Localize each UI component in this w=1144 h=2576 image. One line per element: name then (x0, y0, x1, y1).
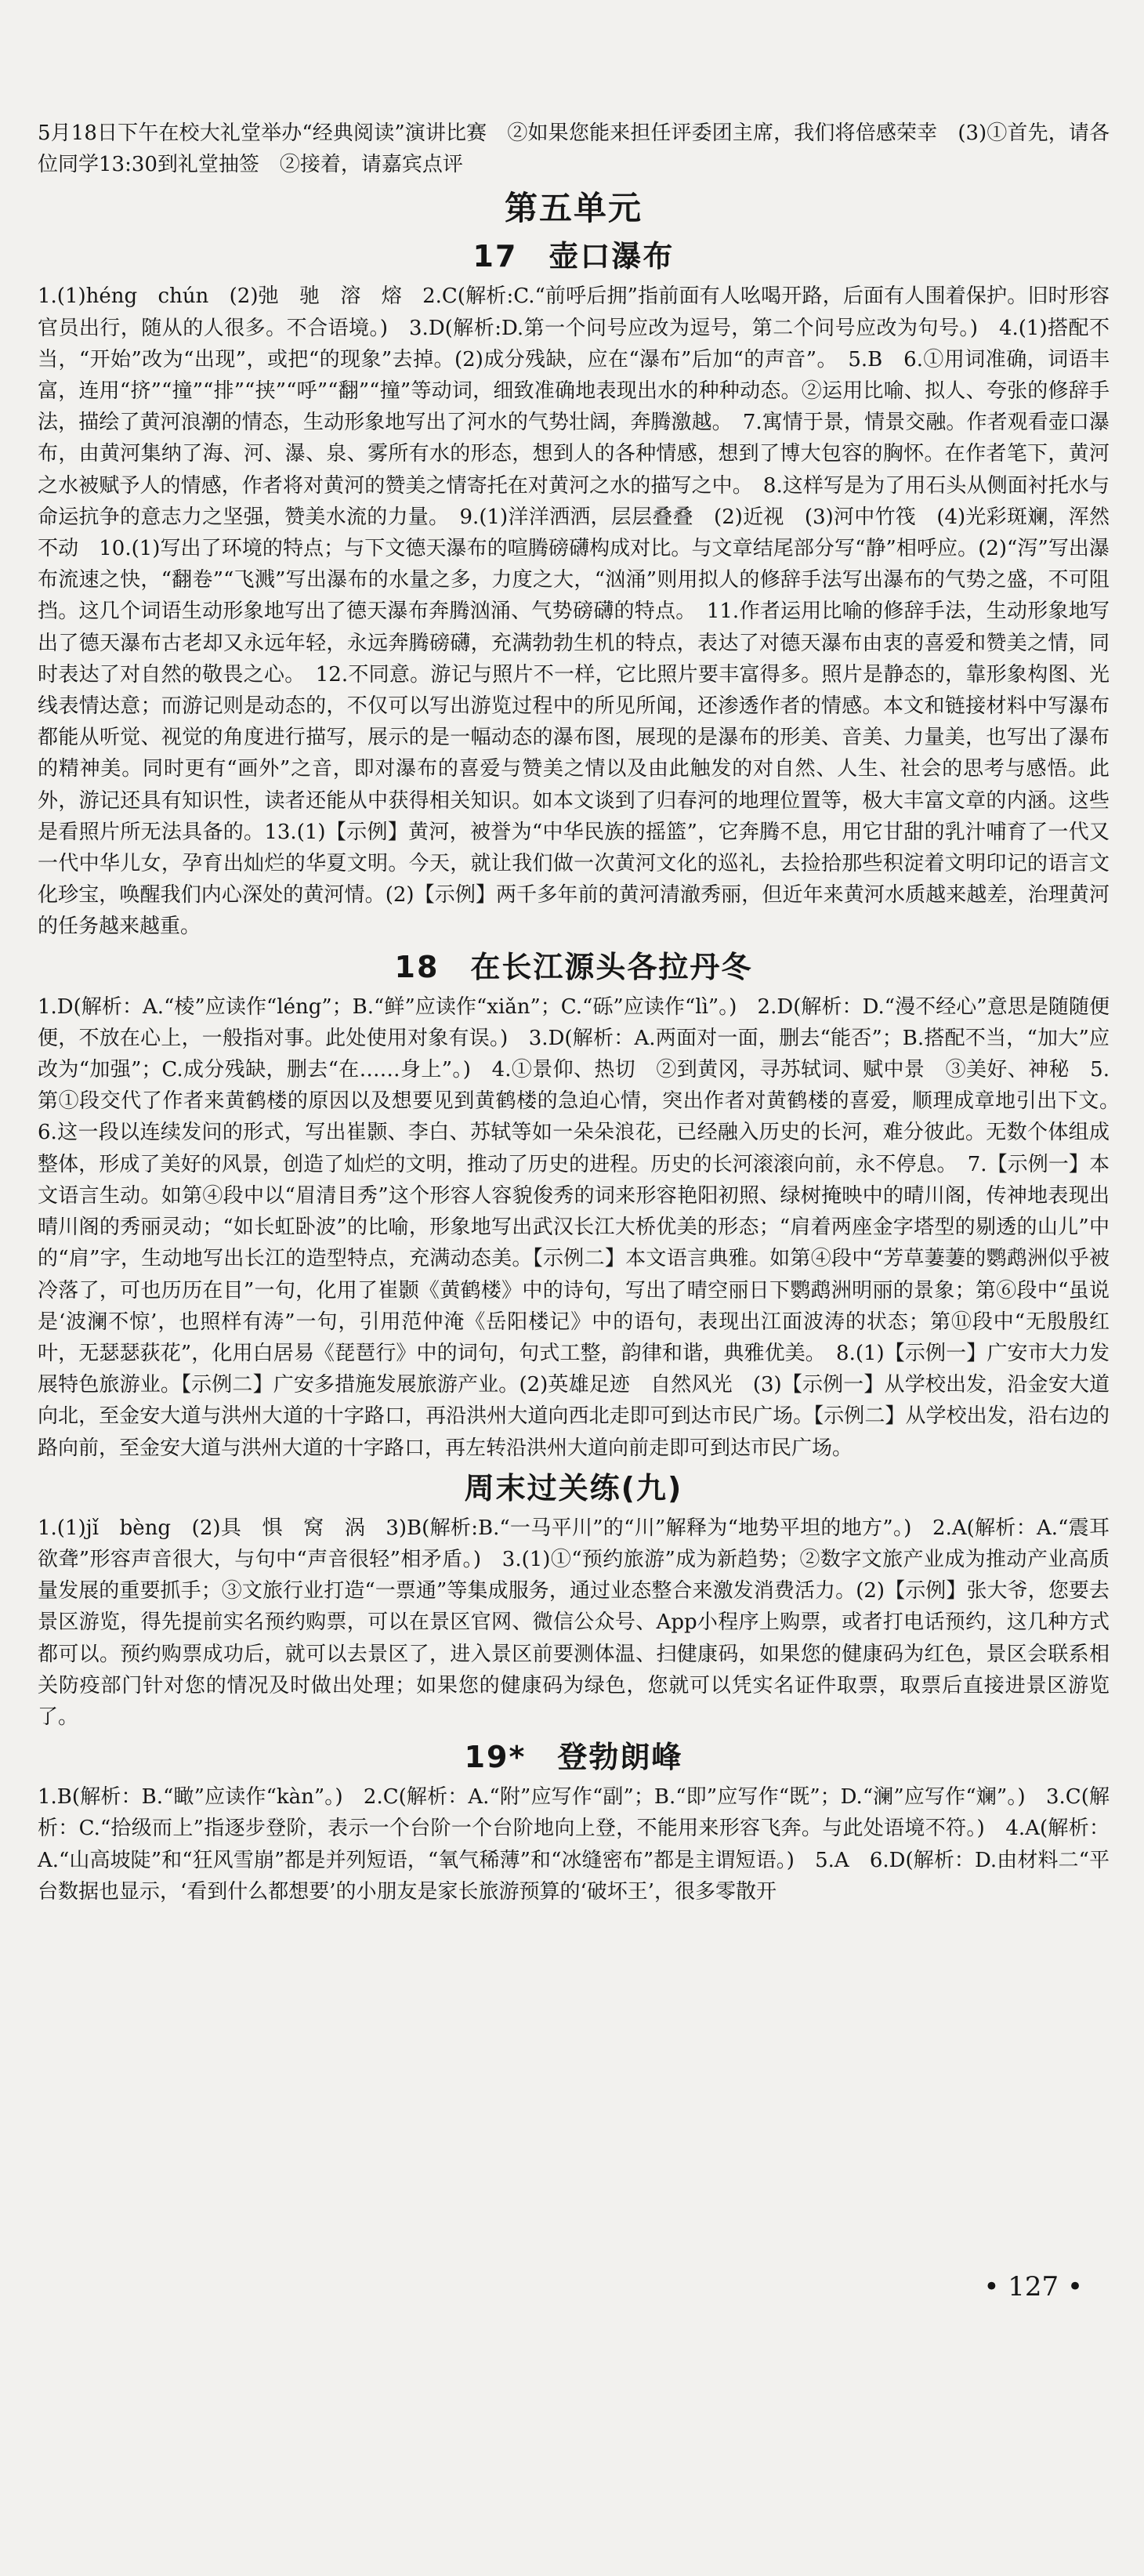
lesson-title-17: 17 壶口瀑布 (472, 239, 675, 274)
weekend-practice-title: 周末过关练(九) (464, 1470, 683, 1505)
lesson-answers-19: 1.B(解析：B.“瞰”应读作“kàn”。) 2.C(解析：A.“附”应写作“副”；B.“即”应写作“既”；D.“澜”应写作“斓”。) 3.C(解析：C.“拾级而上”指逐步登阶，表示一个台阶一个台阶地向上登，不能用来形容飞奔。与此处语境不符。) 4.A(解析：A.“山高坡陡”和“狂风雪崩”都是并列短语，“氧气稀薄”和“冰缝密布”都是主谓短语。) 5.A 6.D(解析：D.由材料二“平台数据也显示，‘看到什么都想要’的小朋友是家长旅游预算的‘破坏王’，很多零散开 (38, 1785, 1110, 1904)
unit-title: 第五单元 (504, 189, 643, 228)
page-number: • 127 • (983, 2271, 1083, 2302)
lesson-answers-17: 1.(1)héng chún (2)弛 驰 溶 熔 2.C(解析:C.“前呼后拥”指前面有人吆喝开路，后面有人围着保护。旧时形容官员出行，随从的人很多。不合语境。) 3.D(解析:D.第一个问号应改为逗号，第二个问号应改为句号。) 4.(1)搭配不当，“开始”改为“出现”，或把“的现象”去掉。(2)成分残缺，应在“瀑布”后加“的声音”。 5.B 6.①用词准确，词语丰富，连用“挤”“撞”“排”“挟”“呼”“翻”“撞”等动词，细致准确地表现出水的种种动态。②运用比喻、拟人、夸张的修辞手法，描绘了黄河浪潮的情态，生动形象地写出了河水的气势壮阔，奔腾激越。 7.寓情于景，情景交融。作者观看壶口瀑布，由黄河集纳了海、河、瀑、泉、雾所有水的形态，想到人的各种情感，想到了博大包容的胸怀。在作者笔下，黄河之水被赋予人的情感，作者将对黄河的赞美之情寄托在对黄河之水的描写之中。 8.这样写是为了用石头从侧面衬托水与命运抗争的意志力之坚强，赞美水流的力量。 9.(1)洋洋洒洒，层层叠叠 (2)近视 (3)河中竹筏 (4)光彩斑斓，浑然不动 10.(1)写出了环境的特点；与下文德天瀑布的喧腾磅礴构成对比。与文章结尾部分写“静”相呼应。(2)“泻”写出瀑布流速之快，“翻卷”“飞溅”写出瀑布的水量之多，力度之大，“汹涌”则用拟人的修辞手法写出瀑布的气势之盛，不可阻挡。这几个词语生动形象地写出了德天瀑布奔腾汹涌、气势磅礴的特点。 11.作者运用比喻的修辞手法，生动形象地写出了德天瀑布古老却又永远年轻，永远奔腾磅礴，充满勃勃生机的特点，表达了对德天瀑布由衷的喜爱和赞美之情，同时表达了对自然的敬畏之心。 12.不同意。游记与照片不一样，它比照片要丰富得多。照片是静态的，靠形象构图、光线表情达意；而游记则是动态的，不仅可以写出游览过程中的所见所闻，还渗透作者的情感。本文和链接材料中写瀑布都能从听觉、视觉的角度进行描写，展示的是一幅动态的瀑布图，展现的是瀑布的形美、音美、力量美，也写出了瀑布的精神美。同时更有“画外”之音，即对瀑布的喜爱与赞美之情以及由此触发的对自然、人生、社会的思考与感悟。此外，游记还具有知识性，读者还能从中获得相关知识。如本文谈到了归春河的地理位置等，极大丰富文章的内涵。这些是看照片所无法具备的。13.(1)【示例】黄河，被誉为“中华民族的摇篮”，它奔腾不息，用它甘甜的乳汁哺育了一代又一代中华儿女，孕育出灿烂的华夏文明。今天，就让我们做一次黄河文化的巡礼，去捡拾那些积淀着文明印记的语言文化珍宝，唤醒我们内心深处的黄河情。(2)【示例】两千多年前的黄河清澈秀丽，但近年来黄河水质越来越差，治理黄河的任务越来越重。 (38, 284, 1110, 939)
lesson-title-19: 19* 登勃朗峰 (464, 1740, 683, 1775)
lesson-answers-18: 1.D(解析：A.“棱”应读作“léng”；B.“鲜”应读作“xiǎn”；C.“砾”应读作“lì”。) 2.D(解析：D.“漫不经心”意思是随随便便，不放在心上，一般指对事。此处使用对象有误。) 3.D(解析：A.两面对一面，删去“能否”；B.搭配不当，“加大”应改为“加强”；C.成分残缺，删去“在……身上”。) 4.①景仰、热切 ②到黄冈，寻苏轼词、赋中景 ③美好、神秘 5.第①段交代了作者来黄鹤楼的原因以及想要见到黄鹤楼的急迫心情，突出作者对黄鹤楼的喜爱，顺理成章地引出下文。 6.这一段以连续发问的形式，写出崔颢、李白、苏轼等如一朵朵浪花，已经融入历史的长河，难分彼此。无数个体组成整体，形成了美好的风景，创造了灿烂的文明，推动了历史的进程。历史的长河滚滚向前，永不停息。 7.【示例一】本文语言生动。如第④段中以“眉清目秀”这个形容人容貌俊秀的词来形容艳阳初照、绿树掩映中的晴川阁，传神地表现出晴川阁的秀丽灵动；“如长虹卧波”的比喻，形象地写出武汉长江大桥优美的形态；“肩着两座金字塔型的剔透的山儿”中的“肩”字，生动地写出长江的造型特点，充满动态美。【示例二】本文语言典雅。如第④段中“芳草萋萋的鹦鹉洲似乎被冷落了，可也历历在目”一句，化用了崔颢《黄鹤楼》中的诗句，写出了晴空丽日下鹦鹉洲明丽的景象；第⑥段中“虽说是‘波澜不惊’，也照样有涛”一句，引用范仲淹《岳阳楼记》中的语句，表现出江面波涛的状态；第⑪段中“无殷殷红叶，无瑟瑟荻花”，化用白居易《琵琶行》中的词句，句式工整，韵律和谐，典雅优美。 8.(1)【示例一】广安市大力发展特色旅游业。【示例二】广安多措施发展旅游产业。(2)英雄足迹 自然风光 (3)【示例一】从学校出发，沿金安大道向北，至金安大道与洪州大道的十字路口，再沿洪州大道向西北走即可到达市民广场。【示例二】从学校出发，沿右边的路向前，至金安大道与洪州大道的十字路口，再左转沿洪州大道向前走即可到达市民广场。 (38, 995, 1131, 1460)
lesson-title-18: 18 在长江源头各拉丹冬 (394, 949, 753, 984)
weekend-practice-answers: 1.(1)jǐ bèng (2)具 惧 窝 涡 3)B(解析:B.“一马平川”的“川”解释为“地势平坦的地方”。) 2.A(解析：A.“震耳欲聋”形容声音很大，与句中“声音很轻”相矛盾。) 3.(1)①“预约旅游”成为新趋势；②数字文旅产业成为推动产业高质量发展的重要抓手；③文旅行业打造“一票通”等集成服务，通过业态整合来激发消费活力。(2)【示例】张大爷，您要去景区游览，得先提前实名预约购票，可以在景区官网、微信公众号、App小程序上购票，或者打电话预约，这几种方式都可以。预约购票成功后，就可以去景区了，进入景区前要测体温、扫健康码，如果您的健康码为红色，景区会联系相关防疫部门针对您的情况及时做出处理；如果您的健康码为绿色，您就可以凭实名证件取票，取票后直接进景区游览了。 (38, 1516, 1110, 1729)
intro-paragraph: 5月18日下午在校大礼堂举办“经典阅读”演讲比赛 ②如果您能来担任评委团主席，我们将倍感荣幸 (3)①首先，请各位同学13:30到礼堂抽签 ②接着，请嘉宾点评 (38, 121, 1110, 177)
